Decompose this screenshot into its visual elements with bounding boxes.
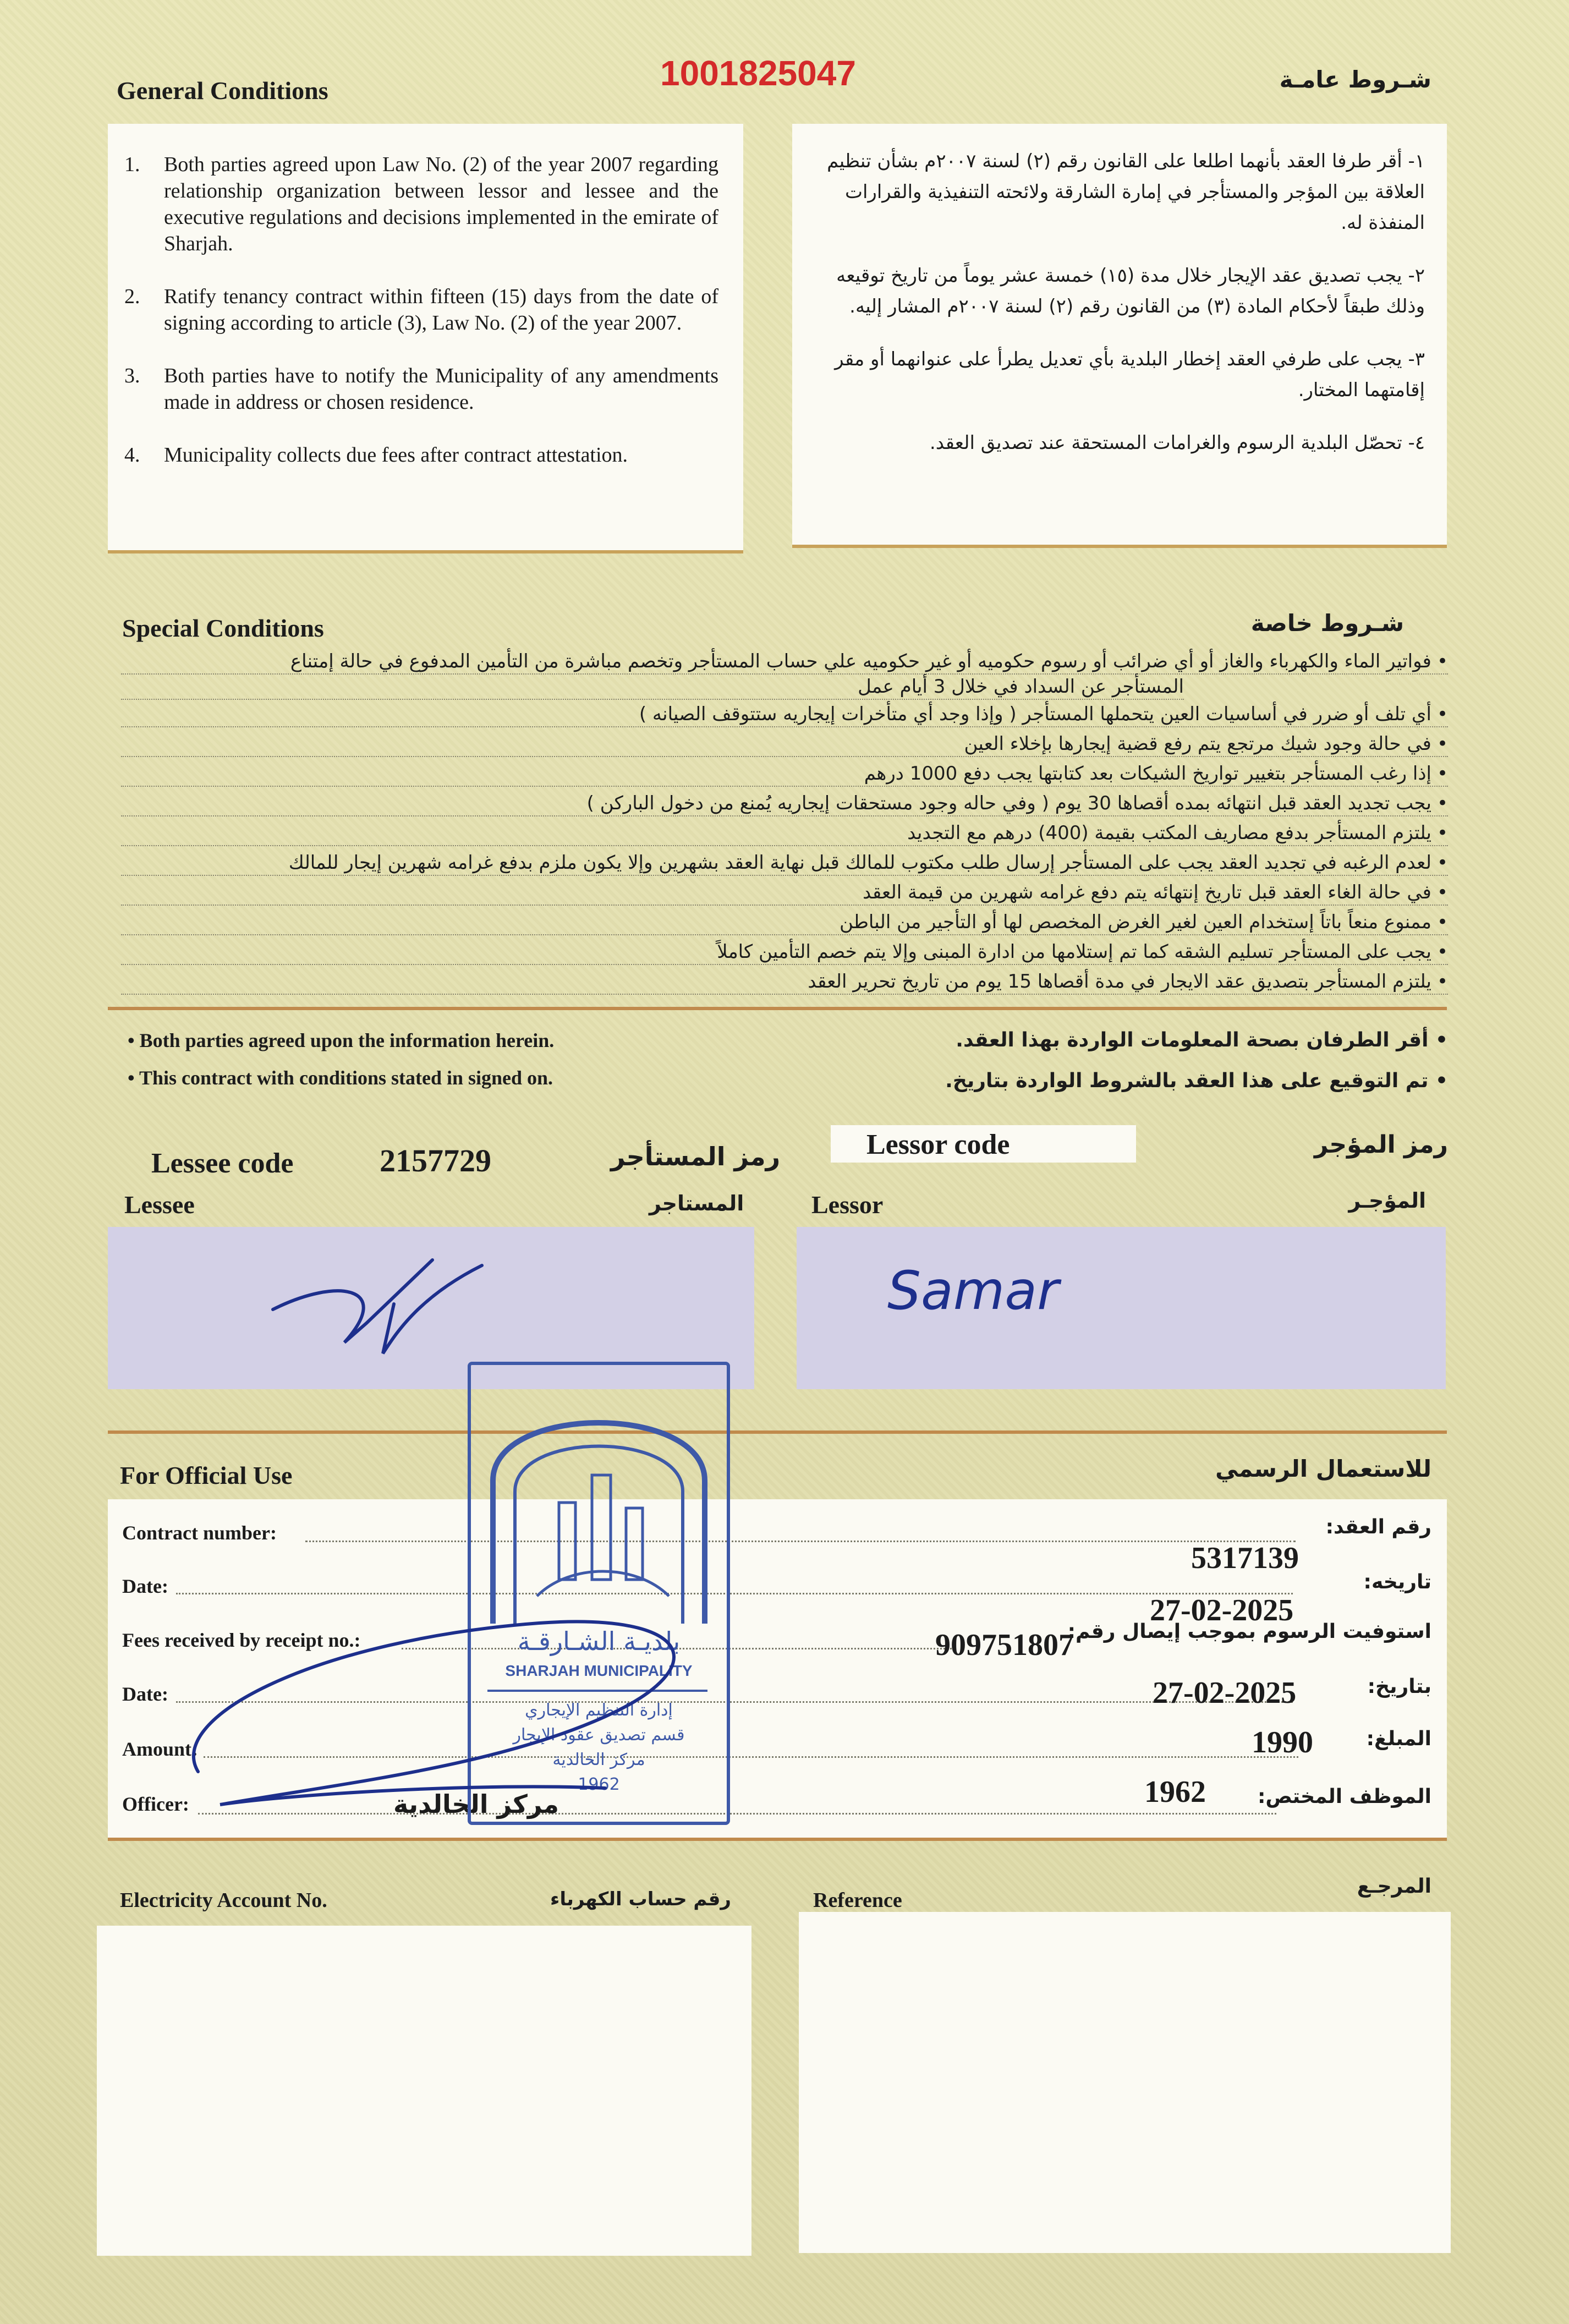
- general-condition-item: 1. Both parties agreed upon Law No. (2) of the year 2007 regarding relationship organization between lessor and lessee and the executive regulations and decisions implemented in the emirate of Sharjah.: [124, 153, 718, 255]
- serial-number: 1001825047: [660, 53, 856, 93]
- electricity-account-label-ar: رقم حساب الكهرباء: [550, 1888, 731, 1910]
- reference-label-ar: المرجـع: [1357, 1875, 1431, 1898]
- special-condition-line: المستأجر عن السداد في خلال 3 أيام عمل: [121, 675, 1184, 700]
- contract-number-label-ar: رقم العقد:: [1325, 1516, 1431, 1538]
- stamp-text-ar-4: مركز الخالدية: [552, 1750, 645, 1769]
- general-conditions-ar-list: [814, 146, 1425, 480]
- electricity-account-box: [97, 1926, 751, 2256]
- fees-receipt-label: Fees received by receipt no.:: [122, 1629, 361, 1651]
- special-condition-line: • يلتزم المستأجر بتصديق عقد الايجار في مدة أقصاها 15 يوم من تاريخ تحرير العقد: [121, 969, 1448, 995]
- general-conditions-en-box: [108, 124, 743, 550]
- special-condition-line: • في حالة وجود شيك مرتجع يتم رفع قضية إيجارها بإخلاء العين: [121, 732, 1448, 757]
- note-ar-1: • أقر الطرفان بصحة المعلومات الواردة بهذا العقد.: [956, 1029, 1448, 1051]
- lessor-code-field: [831, 1125, 1136, 1163]
- lessee-code-label-ar: رمز المستأجر: [611, 1142, 781, 1171]
- officer-value: 1962: [1144, 1775, 1206, 1809]
- special-condition-line: • أي تلف أو ضرر في أساسيات العين يتحملها المستأجر ( وإذا وجد أي متأخرات إيجاريه ستتوقف الصيانه ): [121, 702, 1448, 727]
- special-conditions-title-en: Special Conditions: [122, 614, 324, 642]
- reference-label: Reference: [813, 1889, 902, 1912]
- special-condition-line: • يلتزم المستأجر بدفع مصاريف المكتب بقيمة (400) درهم مع التجديد: [121, 821, 1448, 846]
- amount-label-ar: المبلغ:: [1366, 1728, 1431, 1750]
- general-condition-item-ar: ١- أقر طرفا العقد بأنهما اطلعا على القانون رقم (٢) لسنة ٢٠٠٧م بشأن تنظيم العلاقة بين المؤجر والمستأجر في إمارة الشارقة ولائحته التنفيذية والقرارات المنفذة له.: [827, 150, 1425, 234]
- lessee-label-en: Lessee: [124, 1191, 195, 1219]
- lessee-code-label: Lessee code: [151, 1148, 294, 1179]
- special-condition-line: • يجب على المستأجر تسليم الشقه كما تم إستلامها من ادارة المبنى وإلا يتم خصم التأمين كاملاً: [121, 940, 1448, 965]
- general-conditions-title-en: General Conditions: [117, 76, 328, 105]
- official-use-title-en: For Official Use: [120, 1461, 293, 1489]
- contract-number-value: 5317139: [1191, 1541, 1299, 1575]
- stamp-text-ar-1: بلديـة الشـارقـة: [517, 1626, 681, 1656]
- officer-stamp-text: مركز الخالدية: [393, 1789, 559, 1819]
- official-use-title-ar: للاستعمال الرسمي: [1215, 1455, 1431, 1482]
- special-conditions-title-ar: شـروط خاصة: [1250, 610, 1404, 637]
- date2-label-ar: بتاريخ:: [1367, 1675, 1431, 1698]
- general-conditions-en-list: [124, 151, 718, 491]
- lessor-code-label: Lessor code: [866, 1129, 1010, 1160]
- amount-value: 1990: [1252, 1725, 1313, 1760]
- fees-receipt-label-ar: استوفيت الرسوم بموجب إيصال رقم:: [1067, 1620, 1431, 1643]
- lessee-code-value: 2157729: [380, 1143, 491, 1179]
- note-en-1: • Both parties agreed upon the information herein.: [128, 1029, 555, 1051]
- note-en-2: • This contract with conditions stated in signed on.: [128, 1067, 553, 1089]
- general-condition-item-ar: ٣- يجب على طرفي العقد إخطار البلدية بأي تعديل يطرأ على عنوانهما أو مقر إقامتهما المختار.: [835, 348, 1425, 401]
- date-label: Date:: [122, 1575, 168, 1597]
- general-condition-item: 4. Municipality collects due fees after contract attestation.: [124, 443, 628, 467]
- date2-label: Date:: [122, 1683, 168, 1705]
- special-condition-line: • لعدم الرغبه في تجديد العقد يجب على المستأجر إرسال طلب مكتوب للمالك قبل نهاية العقد بشهرين وإلا يكون ملزم بدفع غرامه شهرين إيجار للمالك: [121, 851, 1448, 876]
- general-condition-item: 3. Both parties have to notify the Municipality of any amendments made in address or chosen residence.: [124, 364, 718, 414]
- special-condition-line: • ممنوع منعاً باتاً إستخدام العين لغير الغرض المخصص لها أو التأجير من الباطن: [121, 910, 1448, 935]
- general-conditions-ar-box: [792, 124, 1447, 545]
- general-condition-item-ar: ٢- يجب تصديق عقد الإيجار خلال مدة (١٥) خمسة عشر يوماً من تاريخ توقيعه وذلك طبقاً لأحكام المادة (٣) من القانون رقم (٢) لسنة ٢٠٠٧م المشار إليه.: [836, 265, 1425, 317]
- special-condition-line: • يجب تجديد العقد قبل انتهائه بمده أقصاها 30 يوم ( وفي حاله وجود مستحقات إيجاريه يُمنع من دخول الباركن ): [121, 791, 1448, 816]
- general-condition-item: 2. Ratify tenancy contract within fifteen (15) days from the date of signing according to article (3), Law No. (2) of the year 2007.: [124, 285, 718, 335]
- stamp-number: 1962: [578, 1775, 620, 1794]
- electricity-account-label: Electricity Account No.: [120, 1889, 327, 1912]
- officer-label-ar: الموظف المختص:: [1257, 1785, 1431, 1808]
- officer-signature-scribble: [154, 1574, 759, 1860]
- general-condition-item-ar: ٤- تحصّل البلدية الرسوم والغرامات المستحقة عند تصديق العقد.: [929, 432, 1425, 454]
- special-condition-line: • في حالة الغاء العقد قبل تاريخ إنتهائه يتم دفع غرامه شهرين من قيمة العقد: [121, 880, 1448, 906]
- date2-value: 27-02-2025: [1153, 1676, 1297, 1710]
- lessee-label-ar: المستاجر: [649, 1191, 744, 1215]
- general-conditions-title-ar: شـروط عامـة: [1279, 66, 1431, 93]
- officer-label: Officer:: [122, 1793, 189, 1815]
- date-value: 27-02-2025: [1150, 1593, 1294, 1627]
- section-divider: [108, 1007, 1447, 1010]
- reference-box: [799, 1912, 1451, 2253]
- contract-number-label: Contract number:: [122, 1522, 277, 1544]
- stamp-text-ar-2: إدارة التنظيم الإيجاري: [525, 1701, 673, 1720]
- lessor-signature-box: [797, 1227, 1446, 1389]
- special-condition-line: • إذا رغب المستأجر بتغيير تواريخ الشيكات بعد كتابتها يجب دفع 1000 درهم: [121, 761, 1448, 787]
- note-ar-2: • تم التوقيع على هذا العقد بالشروط الواردة بتاريخ.: [945, 1070, 1448, 1092]
- lessor-label-en: Lessor: [811, 1191, 884, 1219]
- section-divider: [108, 1430, 1447, 1434]
- stamp-text-ar-3: قسم تصديق عقود الإيجار: [513, 1725, 685, 1745]
- lessor-label-ar: المؤجـر: [1348, 1188, 1426, 1213]
- special-condition-line: • فواتير الماء والكهرباء والغاز أو أي ضرائب أو رسوم حكوميه أو غير حكوميه علي حساب المستأجر وتخصم مباشرة من التأمين المدفوع في حالة إمتناع: [121, 649, 1448, 675]
- date-label-ar: تاريخه:: [1363, 1571, 1431, 1593]
- contract-number-line: [305, 1541, 1296, 1542]
- fees-receipt-value: 909751807: [935, 1628, 1074, 1662]
- lessor-signature: Samar: [887, 1260, 1059, 1322]
- stamp-text-en: SHARJAH MUNICIPALITY: [505, 1662, 693, 1679]
- amount-label: Amount:: [122, 1738, 199, 1760]
- lessor-code-label-ar: رمز المؤجر: [1314, 1131, 1448, 1159]
